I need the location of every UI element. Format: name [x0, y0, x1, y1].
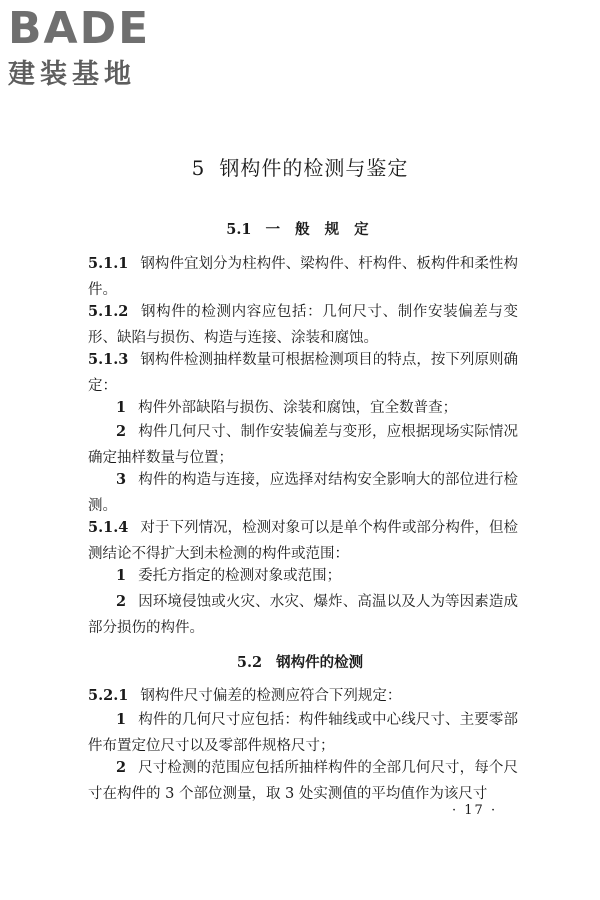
item-text: 构件的构造与连接，应选择对结构安全影响大的部位进行检测。 [88, 472, 518, 514]
chapter-title-text: 钢构件的检测与鉴定 [219, 156, 409, 180]
clause-5-1-2 [88, 299, 518, 351]
clause-5-1-3 [88, 347, 518, 399]
clause-text: 钢构件检测抽样数量可根据检测项目的特点，按下列原则确定： [88, 352, 518, 394]
item-number: 1 [116, 567, 127, 584]
clause-text: 钢构件的检测内容应包括：几何尺寸、制作安装偏差与变形、缺陷与损伤、构造与连接、涂装和腐蚀。 [88, 304, 518, 346]
item-text: 尺寸检测的范围应包括所抽样构件的全部几何尺寸，每个尺寸在构件的 3 个部位测量，取 3 处实测值的平均值作为该尺寸 [88, 760, 518, 802]
clause-number: 5.2.1 [88, 687, 129, 704]
item-text: 因环境侵蚀或火灾、水灾、爆炸、高温以及人为等因素造成部分损伤的构件。 [88, 594, 518, 636]
clause-5-1-1 [88, 251, 518, 303]
clause-number: 5.1.1 [88, 255, 129, 272]
item-number: 2 [116, 759, 127, 776]
section-title-5-2 [0, 651, 600, 672]
clause-5-1-3-item-2 [88, 419, 518, 471]
item-number: 2 [116, 423, 127, 440]
item-number: 3 [116, 471, 127, 488]
clause-number: 5.1.4 [88, 519, 129, 536]
page-number: · 17 · [452, 803, 498, 818]
chapter-number: 5 [191, 156, 206, 180]
clause-5-1-3-item-3 [88, 467, 518, 519]
logo-subtitle: 建装基地 [8, 59, 136, 90]
clause-text: 对于下列情况，检测对象可以是单个构件或部分构件，但检测结论不得扩大到未检测的构件或范围： [88, 520, 518, 562]
chapter-title [0, 152, 600, 181]
section-number: 5.2 [236, 654, 263, 671]
clause-5-2-1-item-1 [88, 707, 518, 759]
section-title-5-1 [0, 218, 600, 239]
item-text: 构件外部缺陷与损伤、涂装和腐蚀，宜全数普查； [138, 400, 458, 416]
clause-5-2-1-item-2 [88, 755, 518, 807]
clause-number: 5.1.2 [88, 303, 129, 320]
clause-5-1-4-item-2 [88, 589, 518, 641]
section-number: 5.1 [226, 221, 252, 238]
item-text: 构件几何尺寸、制作安装偏差与变形，应根据现场实际情况确定抽样数量与位置； [88, 424, 518, 466]
clause-number: 5.1.3 [88, 351, 129, 368]
clause-5-1-4 [88, 515, 518, 567]
item-number: 2 [116, 593, 127, 610]
clause-5-1-4-item-1 [88, 563, 518, 589]
item-number: 1 [116, 399, 127, 416]
item-number: 1 [116, 711, 127, 728]
clause-text: 钢构件尺寸偏差的检测应符合下列规定： [140, 688, 402, 704]
section-title-text: 钢构件的检测 [276, 654, 364, 671]
item-text: 构件的几何尺寸应包括：构件轴线或中心线尺寸、主要零部件布置定位尺寸以及零部件规格尺寸； [88, 712, 518, 754]
clause-text: 钢构件宜划分为柱构件、梁构件、杆构件、板构件和柔性构件。 [88, 256, 518, 298]
item-text: 委托方指定的检测对象或范围； [138, 568, 342, 584]
logo-brand-text: BADE [8, 3, 151, 54]
brand-logo [8, 3, 183, 90]
section-title-text: 一 般 规 定 [265, 221, 374, 238]
clause-5-1-3-item-1 [88, 395, 518, 421]
clause-5-2-1 [88, 683, 518, 709]
